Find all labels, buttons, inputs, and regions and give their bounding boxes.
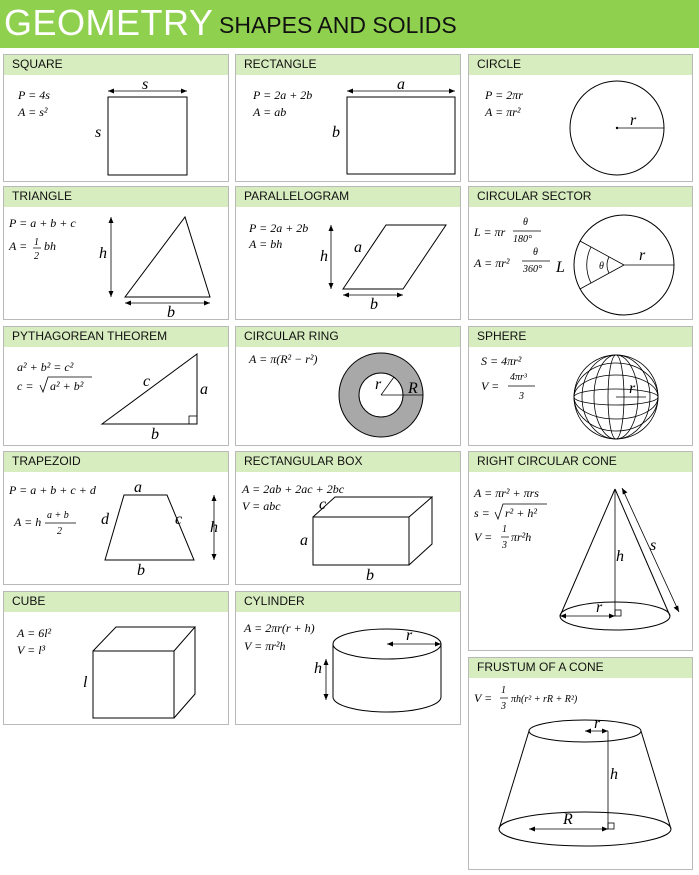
arrow-head: [329, 225, 334, 231]
box-shape: [313, 497, 432, 565]
formula-volume-suffix: πh(r² + rR + R²): [511, 694, 578, 705]
formula-volume-suffix: πr²h: [511, 530, 532, 544]
formula-radicand: a² + b²: [50, 379, 84, 393]
label-radius: r: [406, 627, 413, 644]
right-angle-marker: [615, 610, 621, 616]
formula-perimeter: P = a + b + c + d: [9, 483, 96, 497]
label-height: h: [610, 766, 618, 783]
formula-area: A = π(R² − r²): [249, 352, 318, 366]
formula-theorem: a² + b² = c²: [17, 360, 74, 374]
formula-volume-prefix: V =: [481, 379, 500, 393]
arrow-head: [329, 283, 334, 289]
fraction-denominator: 180°: [513, 234, 532, 245]
formula-volume: V = πr²h: [244, 639, 286, 653]
cone-diagram: [469, 452, 694, 652]
card-cylinder: [235, 591, 461, 725]
arrow-head: [602, 729, 608, 734]
fraction-denominator: 3: [519, 391, 524, 402]
formula-area: A = bh: [249, 237, 283, 251]
card-cube: [3, 591, 229, 725]
label-radius: r: [630, 112, 637, 129]
box-diagram: [236, 452, 462, 586]
card-sphere: [468, 326, 693, 446]
formula-area: A = 2ab + 2ac + 2bc: [242, 482, 345, 496]
formula-area: A = πr² + πrs: [474, 486, 539, 500]
arrow-head: [397, 293, 403, 298]
formula-perimeter: P = 4s: [18, 88, 50, 102]
card-rectangle: [235, 54, 461, 182]
fraction-numerator: 1: [502, 524, 507, 535]
arc-length-marker: [587, 247, 591, 283]
circle-diagram: [469, 55, 694, 183]
arrow-head: [602, 827, 608, 832]
card-parallelogram: [235, 186, 461, 320]
card-frustum-of-a-cone: [468, 657, 693, 870]
fraction-denominator: 360°: [523, 264, 542, 275]
formula-perimeter: P = 2πr: [485, 88, 523, 102]
card-title: RECTANGLE: [236, 55, 460, 75]
sector-diagram: [469, 187, 694, 321]
card-title: SPHERE: [469, 327, 692, 347]
cube-shape: [93, 627, 195, 718]
arrow-head: [674, 606, 679, 613]
arrow-head: [585, 729, 591, 734]
label-leg-a: a: [200, 381, 208, 398]
label-top: a: [134, 479, 142, 496]
arrow-head: [212, 495, 217, 501]
formula-hypotenuse-prefix: c =: [17, 379, 34, 393]
arrow-head: [125, 301, 131, 306]
card-pythagorean-theorem: [3, 326, 229, 446]
cylinder-diagram: [236, 592, 462, 726]
label-height: h: [320, 248, 328, 265]
card-title: PARALLELOGRAM: [236, 187, 460, 207]
card-title: TRIANGLE: [4, 187, 228, 207]
center-dot: [616, 127, 618, 129]
label-depth: c: [319, 496, 327, 513]
square-shape: [108, 97, 187, 175]
formula-area-prefix: A = h: [14, 515, 42, 529]
formula-area-prefix: A = πr²: [474, 256, 510, 270]
label-height: b: [332, 124, 340, 141]
fraction-numerator: 1: [501, 685, 506, 696]
arrow-head: [529, 827, 535, 832]
frustum-side: [499, 731, 529, 829]
card-right-circular-cone: [468, 451, 693, 651]
triangle-diagram: [4, 187, 230, 321]
card-title: TRAPEZOID: [4, 452, 228, 472]
label-radius: r: [629, 380, 636, 397]
label-top-radius: r: [594, 715, 601, 732]
formula-area: A = 6l²: [17, 626, 52, 640]
label-side-top: s: [142, 76, 149, 93]
fraction-numerator: 4πr³: [510, 372, 527, 383]
arrow-head: [212, 554, 217, 560]
formula-arc-prefix: L = πr: [474, 225, 506, 239]
formula-slant-prefix: s =: [474, 506, 490, 520]
arrow-head: [324, 694, 329, 700]
arrow-head: [622, 488, 627, 495]
formula-volume-prefix: V =: [474, 530, 493, 544]
parallelogram-diagram: [236, 187, 462, 321]
formula-area-prefix: A =: [9, 239, 28, 253]
label-side: a: [354, 239, 362, 256]
formula-volume-prefix: V =: [474, 691, 493, 705]
square-diagram: [4, 55, 230, 183]
fraction-numerator: a + b: [47, 510, 69, 521]
arrow-head: [387, 642, 393, 647]
pythagorean-diagram: [4, 327, 230, 447]
fraction-denominator: 2: [57, 526, 62, 537]
card-title: CIRCULAR SECTOR: [469, 187, 692, 207]
arrow-head: [343, 293, 349, 298]
arrow-head: [449, 89, 455, 94]
formula-perimeter: P = 2a + 2b: [249, 221, 309, 235]
label-right-side: c: [175, 511, 183, 528]
label-left-side: d: [101, 511, 109, 528]
card-title: PYTHAGOREAN THEOREM: [4, 327, 228, 347]
label-height: h: [210, 519, 218, 536]
arrow-head: [347, 89, 353, 94]
formula-area: A = 2πr(r + h): [244, 621, 315, 635]
arrow-head: [609, 614, 615, 619]
label-height: a: [300, 532, 308, 549]
label-base: b: [137, 562, 145, 579]
card-square: [3, 54, 229, 182]
label-height: h: [616, 548, 624, 565]
card-title: SQUARE: [4, 55, 228, 75]
label-height: h: [99, 245, 107, 262]
card-title: CIRCLE: [469, 55, 692, 75]
arrow-head: [324, 659, 329, 665]
arrow-head: [109, 217, 114, 223]
cube-diagram: [4, 592, 230, 726]
card-title: CUBE: [4, 592, 228, 612]
formula-perimeter: P = a + b + c: [9, 216, 76, 230]
formula-area: A = ab: [253, 105, 287, 119]
angle-arc: [607, 257, 609, 273]
arrow-head: [181, 89, 187, 94]
frustum-side: [641, 731, 671, 829]
formula-area: A = πr²: [485, 105, 521, 119]
label-base: b: [370, 296, 378, 313]
label-edge: l: [83, 674, 88, 691]
page-subtitle: SHAPES AND SOLIDS: [219, 12, 457, 38]
label-height: h: [314, 660, 322, 677]
card-circular-ring: [235, 326, 461, 446]
right-angle-marker: [189, 416, 197, 424]
arrow-head: [109, 291, 114, 297]
parallelogram-shape: [343, 225, 446, 289]
formula-volume: V = l³: [17, 643, 46, 657]
fraction-numerator: θ: [523, 217, 528, 228]
label-slant: s: [650, 537, 657, 554]
card-trapezoid: [3, 451, 229, 585]
sphere-diagram: [469, 327, 694, 447]
fraction-numerator: θ: [533, 247, 538, 258]
label-length: b: [366, 567, 374, 584]
label-radius: r: [596, 599, 603, 616]
label-width: a: [397, 76, 405, 93]
formula-area: A = s²: [18, 105, 48, 119]
label-inner-radius: r: [375, 376, 382, 393]
trapezoid-diagram: [4, 452, 230, 586]
label-base-radius: R: [563, 811, 573, 828]
arrow-head: [108, 89, 114, 94]
label-leg-b: b: [151, 426, 159, 443]
label-base: b: [167, 304, 175, 321]
formula-surface: S = 4πr²: [481, 354, 522, 368]
page-header: [0, 0, 699, 48]
rectangle-shape: [347, 97, 455, 174]
card-title: RIGHT CIRCULAR CONE: [469, 452, 692, 472]
rectangle-diagram: [236, 55, 462, 183]
card-circle: [468, 54, 693, 182]
triangle-shape: [125, 217, 210, 297]
right-angle-marker: [608, 823, 614, 829]
formula-perimeter: P = 2a + 2b: [253, 88, 313, 102]
arrow-head: [435, 642, 441, 647]
fraction-numerator: 1: [34, 237, 39, 248]
card-title: CIRCULAR RING: [236, 327, 460, 347]
page-title: GEOMETRY: [4, 2, 214, 43]
frustum-diagram: [469, 658, 694, 871]
formula-volume: V = abc: [242, 499, 281, 513]
fraction-denominator: 3: [502, 540, 507, 551]
fraction-denominator: 2: [34, 251, 39, 262]
label-radius: r: [639, 247, 646, 264]
card-circular-sector: [468, 186, 693, 320]
card-triangle: [3, 186, 229, 320]
fraction-denominator: 3: [501, 701, 506, 712]
arrow-head: [204, 301, 210, 306]
formula-radicand: r² + h²: [505, 506, 537, 520]
cylinder-bottom: [333, 697, 441, 712]
formula-area-suffix: bh: [44, 239, 56, 253]
card-title: RECTANGULAR BOX: [236, 452, 460, 472]
label-angle: θ: [599, 261, 604, 272]
label-outer-radius: R: [408, 380, 418, 397]
card-title: FRUSTUM OF A CONE: [469, 658, 692, 678]
label-side-left: s: [95, 124, 102, 141]
ring-diagram: [236, 327, 462, 447]
label-hypotenuse: c: [143, 373, 151, 390]
card-rectangular-box: [235, 451, 461, 585]
card-title: CYLINDER: [236, 592, 460, 612]
cone-side: [560, 489, 615, 616]
label-arc-length: L: [556, 259, 565, 276]
